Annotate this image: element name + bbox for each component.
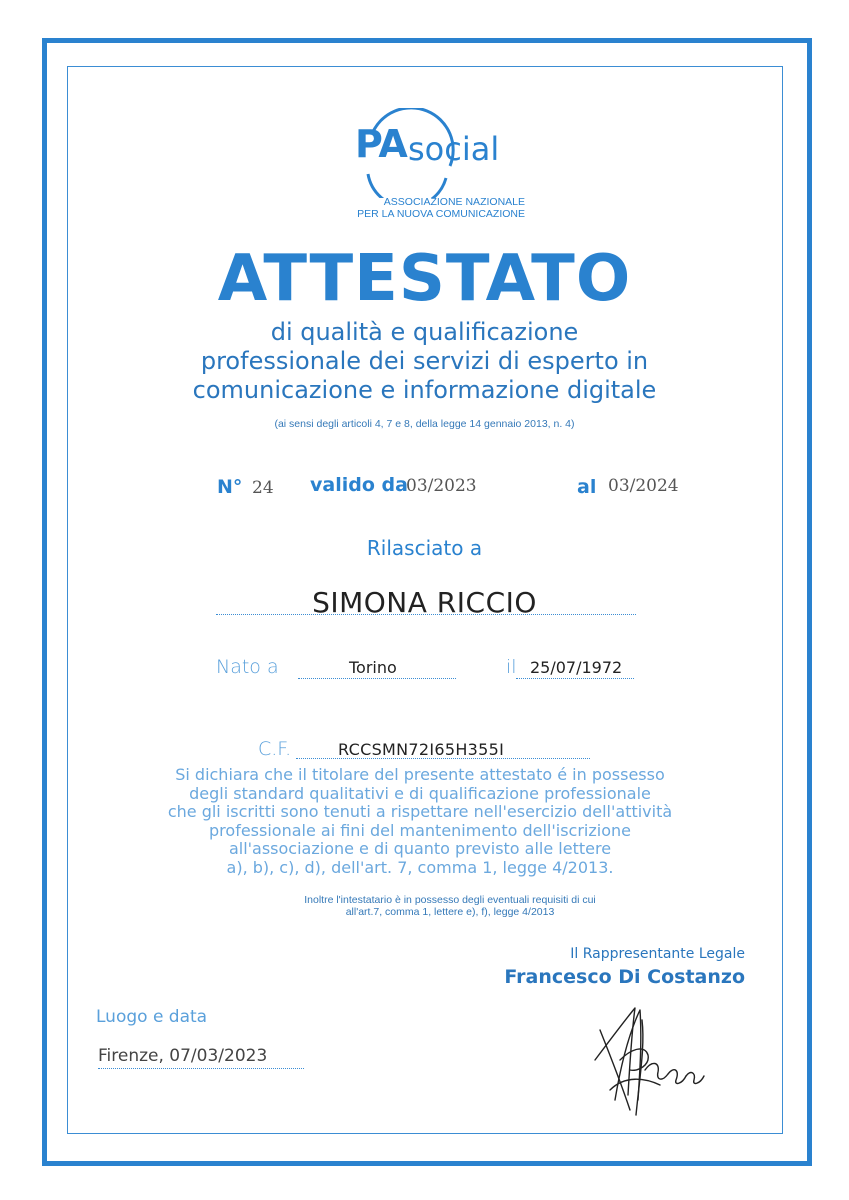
note-line2: all'art.7, comma 1, lettere e), f), legge 4/2013 (345, 906, 555, 918)
logo-social-text: social (408, 130, 500, 168)
handwritten-signature (590, 1000, 720, 1130)
issued-to-label: Rilasciato a (366, 536, 483, 560)
valid-from-label: valido da (310, 474, 408, 496)
logo-pa-text: PA (355, 122, 407, 166)
birthdate-label: il (506, 656, 517, 678)
born-label: Nato a (216, 656, 279, 678)
legal-reference: (ai sensi degli articoli 4, 7 e 8, della legge 14 gennaio 2013, n. 4) (274, 418, 575, 430)
document-subtitle (0, 318, 849, 405)
valid-to-label: al (577, 476, 597, 498)
declaration-line5: all'associazione e di quanto previsto alle lettere (228, 839, 612, 858)
recipient-name: SIMONA RICCIO (312, 586, 537, 619)
legal-representative-label: Il Rappresentante Legale (570, 946, 745, 962)
declaration-text (140, 766, 700, 877)
birthdate-value: 25/07/1972 (530, 658, 623, 677)
declaration-line1: Si dichiara che il titolare del presente attestato é in possesso (175, 765, 665, 784)
valid-to-value: 03/2024 (608, 476, 679, 496)
tax-code-value: RCCSMN72I65H355I (338, 740, 505, 759)
subtitle-line3: comunicazione e informazione digitale (192, 376, 657, 404)
logo-subtitle-line1: ASSOCIAZIONE NAZIONALE (383, 196, 525, 208)
logo-subtitle-line2: PER LA NUOVA COMUNICAZIONE (357, 208, 525, 220)
legal-representative-name: Francesco Di Costanzo (504, 966, 745, 988)
subtitle-line2: professionale dei servizi di esperto in (200, 347, 649, 375)
declaration-line2: degli standard qualitativi e di qualificazione professionale (189, 783, 651, 803)
subtitle-line1: di qualità e qualificazione (270, 318, 579, 346)
document-title: ATTESTATO (217, 242, 632, 316)
number-label: N° (217, 476, 243, 498)
logo-subtitle (325, 196, 525, 220)
pasocial-logo (350, 108, 525, 220)
birthplace-value: Torino (349, 658, 397, 677)
requirements-note (260, 894, 640, 918)
place-date-value: Firenze, 07/03/2023 (98, 1046, 304, 1069)
place-date-label: Luogo e data (96, 1007, 208, 1027)
note-line1: Inoltre l'intestatario è in possesso degli eventuali requisiti di cui (304, 894, 596, 906)
cf-label: C.F. (258, 738, 292, 760)
declaration-line6: a), b), c), d), dell'art. 7, comma 1, legge 4/2013. (226, 857, 614, 877)
valid-from-value: 03/2023 (406, 476, 477, 496)
declaration-line3: che gli iscritti sono tenuti a rispettare nell'esercizio dell'attività (167, 802, 673, 821)
certificate-number: 24 (252, 478, 274, 498)
declaration-line4: professionale ai fini del mantenimento dell'iscrizione (209, 820, 631, 840)
